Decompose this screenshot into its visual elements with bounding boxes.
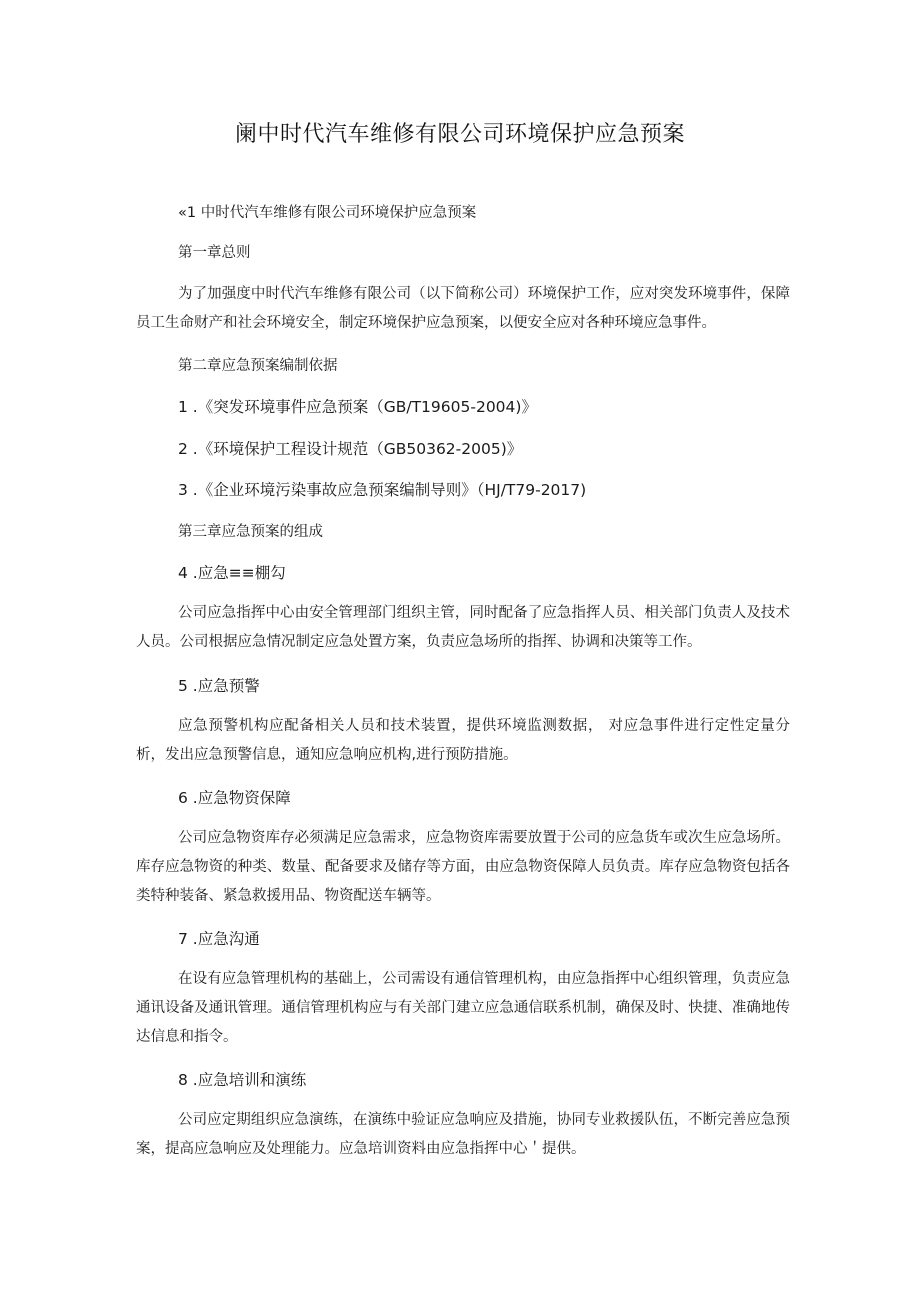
chapter1-heading: 第一章总则 bbox=[178, 245, 251, 261]
section-paragraph: 应急预警机构应配备相关人员和技术装置，提供环境监测数据， 对应急事件进行定性定量分析，发出应急预警信息，通知应急响应机构,进行预防措施。 bbox=[136, 718, 790, 763]
section-heading: 6 .应急物资保障 bbox=[178, 789, 291, 807]
chapter3-heading: 第三章应急预案的组成 bbox=[178, 524, 323, 540]
reference-item: 2 .《环境保护工程设计规范（GB50362-2005)》 bbox=[178, 440, 523, 458]
section-paragraph: 公司应急物资库存必须满足应急需求，应急物资库需要放置于公司的应急货车或次生应急场所。库存应急物资的种类、数量、配备要求及储存等方面，由应急物资保障人员负责。库存应急物资包括各类特种装备、紧急救援用品、物资配送车辆等。 bbox=[136, 830, 790, 904]
document-subtitle: «1 中时代汽车维修有限公司环境保护应急预案 bbox=[178, 205, 477, 221]
section-paragraph: 在设有应急管理机构的基础上，公司需设有通信管理机构，由应急指挥中心组织管理，负责应急通讯设备及通讯管理。通信管理机构应与有关部门建立应急通信联系机制，确保及时、快捷、准确地传达信息和指令。 bbox=[136, 971, 790, 1045]
section-heading: 5 .应急预警 bbox=[178, 677, 260, 695]
reference-item: 1 .《突发环境事件应急预案（GB/T19605-2004)》 bbox=[178, 398, 537, 416]
document-title: 阑中时代汽车维修有限公司环境保护应急预案 bbox=[234, 122, 685, 147]
chapter2-heading: 第二章应急预案编制依据 bbox=[178, 358, 338, 374]
section-heading: 7 .应急沟通 bbox=[178, 930, 260, 948]
section-paragraph: 公司应急指挥中心由安全管理部门组织主管，同时配备了应急指挥人员、相关部门负责人及技术人员。公司根据应急情况制定应急处置方案，负责应急场所的指挥、协调和决策等工作。 bbox=[136, 605, 790, 650]
reference-item: 3 .《企业环境污染事故应急预案编制导则》（HJ/T79-2017) bbox=[178, 481, 587, 499]
section-heading: 4 .应急≡≡棚勾 bbox=[178, 564, 286, 582]
section-paragraph: 公司应定期组织应急演练，在演练中验证应急响应及措施，协同专业救援队伍，不断完善应急预案，提高应急响应及处理能力。应急培训资料由应急指挥中心＇提供。 bbox=[136, 1112, 790, 1157]
chapter1-paragraph: 为了加强度中时代汽车维修有限公司（以下简称公司）环境保护工作，应对突发环境事件，保障员工生命财产和社会环境安全，制定环境保护应急预案，以便安全应对各种环境应急事件。 bbox=[136, 286, 790, 331]
section-heading: 8 .应急培训和演练 bbox=[178, 1071, 307, 1089]
